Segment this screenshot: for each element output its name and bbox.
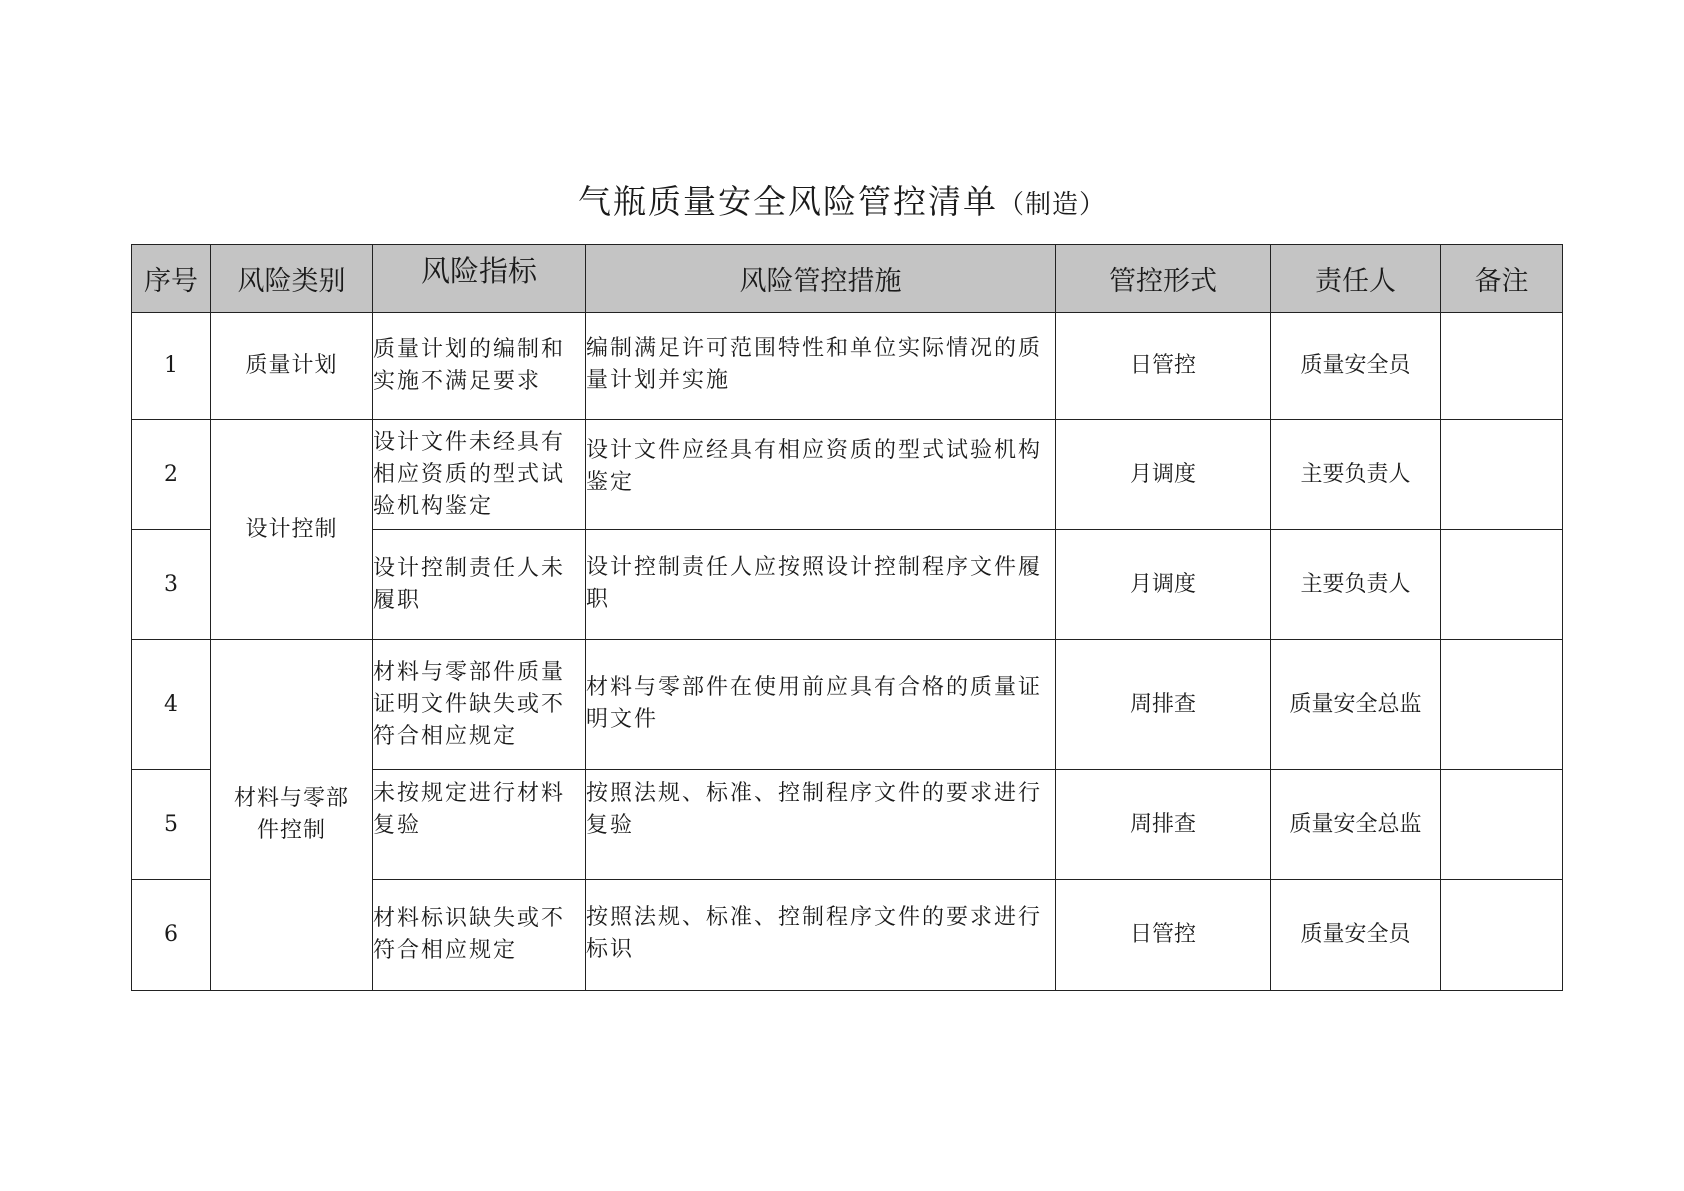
row-form: 月调度 [1056, 530, 1271, 640]
row-seq: 2 [132, 420, 211, 530]
header-measure: 风险管控措施 [586, 245, 1056, 313]
category-quality-plan: 质量计划 [211, 313, 373, 420]
row-seq: 3 [132, 530, 211, 640]
row-indicator: 质量计划的编制和实施不满足要求 [373, 313, 586, 420]
category-design-control: 设计控制 [211, 420, 373, 640]
row-remark [1441, 880, 1563, 991]
row-owner: 质量安全总监 [1271, 770, 1441, 880]
row-indicator-text: 未按规定进行材料复验 [373, 780, 566, 838]
row-owner: 主要负责人 [1271, 420, 1441, 530]
row-indicator: 设计控制责任人未履职 [373, 530, 586, 640]
row-measure-text: 按照法规、标准、控制程序文件的要求进行复验 [586, 780, 1043, 838]
row-indicator: 设计文件未经具有相应资质的型式试验机构鉴定 [373, 420, 586, 530]
row-remark [1441, 530, 1563, 640]
risk-control-table [131, 244, 1563, 991]
row-owner: 质量安全总监 [1271, 640, 1441, 770]
row-measure-text: 按照法规、标准、控制程序文件的要求进行标识 [586, 905, 1043, 962]
row-measure [586, 313, 1056, 420]
table-row [132, 420, 1563, 530]
title-main: 气瓶质量安全风险管控清单 [577, 182, 998, 221]
header-owner: 责任人 [1271, 245, 1441, 313]
row-form: 月调度 [1056, 420, 1271, 530]
header-remark: 备注 [1441, 245, 1563, 313]
row-remark [1441, 420, 1563, 530]
header-category: 风险类别 [211, 245, 373, 313]
row-measure [586, 640, 1056, 770]
category-material-control [211, 640, 373, 991]
row-measure-text: 编制满足许可范围特性和单位实际情况的质量计划并实施 [586, 336, 1043, 393]
row-form: 周排查 [1056, 640, 1271, 770]
row-owner: 主要负责人 [1271, 530, 1441, 640]
row-remark [1441, 313, 1563, 420]
row-owner: 质量安全员 [1271, 313, 1441, 420]
row-remark [1441, 640, 1563, 770]
row-measure [586, 420, 1056, 530]
row-measure-text: 设计文件应经具有相应资质的型式试验机构鉴定 [586, 437, 1043, 495]
row-measure [586, 880, 1056, 991]
title-suffix: （制造） [997, 190, 1106, 220]
row-measure-text: 材料与零部件在使用前应具有合格的质量证明文件 [586, 674, 1043, 732]
row-indicator [373, 770, 586, 880]
row-form: 日管控 [1056, 313, 1271, 420]
row-remark [1441, 770, 1563, 880]
row-measure [586, 770, 1056, 880]
row-seq: 6 [132, 880, 211, 991]
page-title [0, 180, 1684, 227]
row-measure-text: 设计控制责任人应按照设计控制程序文件履职 [586, 554, 1043, 612]
row-form: 周排查 [1056, 770, 1271, 880]
row-owner: 质量安全员 [1271, 880, 1441, 991]
row-seq: 4 [132, 640, 211, 770]
table-row [132, 313, 1563, 420]
table-header-row [132, 245, 1563, 313]
header-seq: 序号 [132, 245, 211, 313]
category-material-control-label: 材料与零部件控制 [233, 786, 349, 843]
header-indicator: 风险指标 [373, 245, 586, 313]
row-measure [586, 530, 1056, 640]
row-indicator: 材料与零部件质量证明文件缺失或不符合相应规定 [373, 640, 586, 770]
row-seq: 5 [132, 770, 211, 880]
table-row [132, 640, 1563, 770]
header-form: 管控形式 [1056, 245, 1271, 313]
row-form: 日管控 [1056, 880, 1271, 991]
row-indicator: 材料标识缺失或不符合相应规定 [373, 880, 586, 991]
row-seq: 1 [132, 313, 211, 420]
